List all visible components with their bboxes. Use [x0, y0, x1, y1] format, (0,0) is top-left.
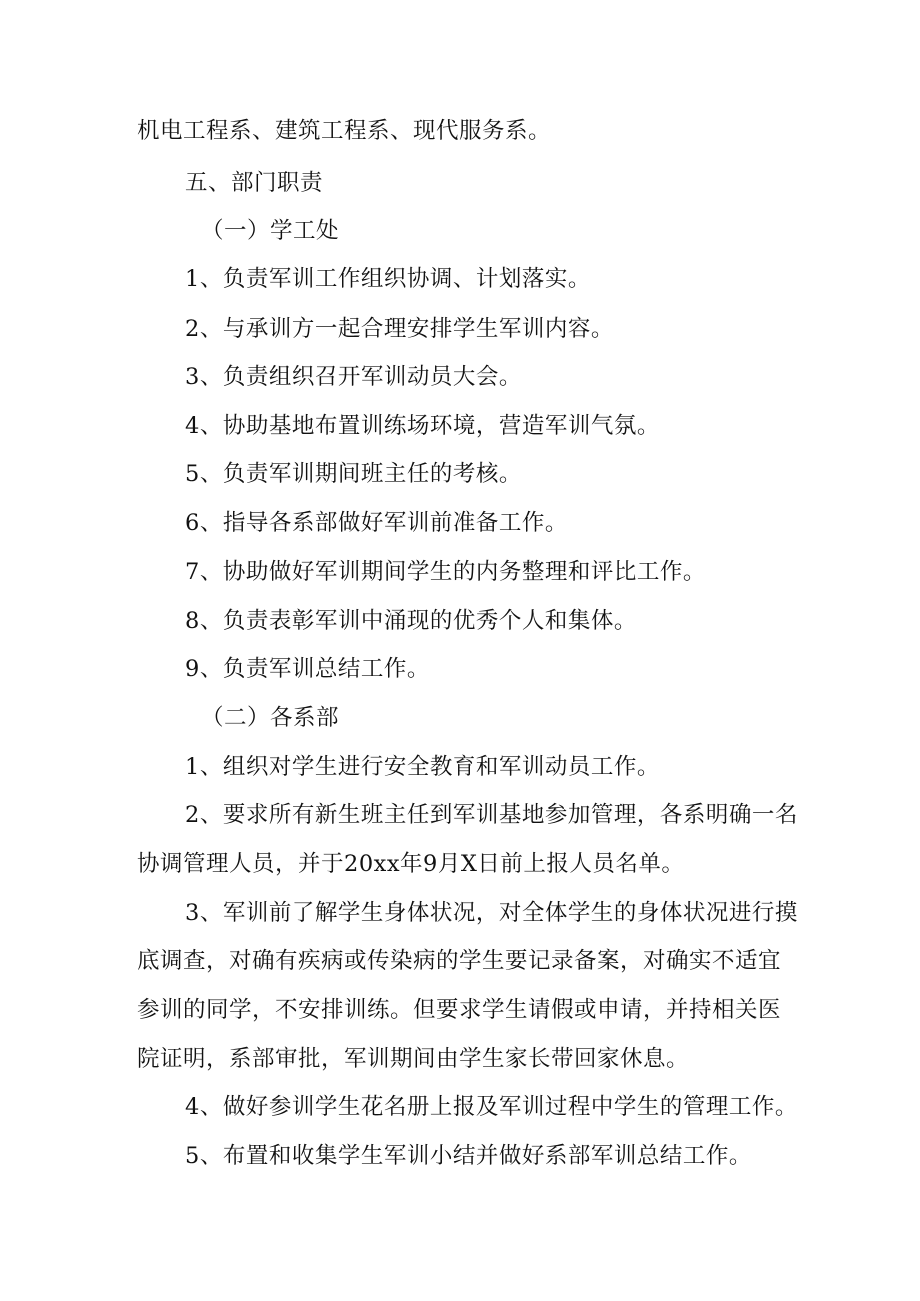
subheading-departments: （二）各系部 — [201, 705, 340, 731]
list-item: 5、布置和收集学生军训小结并做好系部军训总结工作。 — [185, 1143, 752, 1169]
list-item: 2、要求所有新生班主任到军训基地参加管理，各系明确一名 — [185, 802, 798, 828]
list-item: 1、负责军训工作组织协调、计划落实。 — [185, 266, 591, 292]
section-heading-department-duties: 五、部门职责 — [185, 170, 324, 196]
list-item: 4、做好参训学生花名册上报及军训过程中学生的管理工作。 — [185, 1094, 798, 1120]
list-item-continuation: 协调管理人员，并于20xx年9月X日前上报人员名单。 — [137, 851, 685, 877]
subheading-student-affairs: （一）学工处 — [201, 218, 340, 244]
list-item: 4、协助基地布置训练场环境，营造军训气氛。 — [185, 413, 660, 439]
list-item-continuation: 参训的同学，不安排训练。但要求学生请假或申请，并持相关医 — [137, 997, 782, 1023]
list-item: 3、军训前了解学生身体状况，对全体学生的身体状况进行摸 — [185, 900, 798, 926]
list-item: 8、负责表彰军训中涌现的优秀个人和集体。 — [185, 608, 637, 634]
list-item: 2、与承训方一起合理安排学生军训内容。 — [185, 316, 614, 342]
list-item: 9、负责军训总结工作。 — [185, 656, 430, 682]
list-item: 7、协助做好军训期间学生的内务整理和评比工作。 — [185, 559, 706, 585]
list-item: 1、组织对学生进行安全教育和军训动员工作。 — [185, 754, 660, 780]
list-item-continuation: 院证明，系部审批，军训期间由学生家长带回家休息。 — [137, 1046, 690, 1072]
list-item-continuation: 底调查，对确有疾病或传染病的学生要记录备案，对确实不适宜 — [137, 948, 782, 974]
list-item: 3、负责组织召开军训动员大会。 — [185, 364, 522, 390]
list-item: 5、负责军训期间班主任的考核。 — [185, 461, 522, 487]
list-item: 6、指导各系部做好军训前准备工作。 — [185, 510, 568, 536]
text-line-continuation: 机电工程系、建筑工程系、现代服务系。 — [137, 118, 552, 144]
